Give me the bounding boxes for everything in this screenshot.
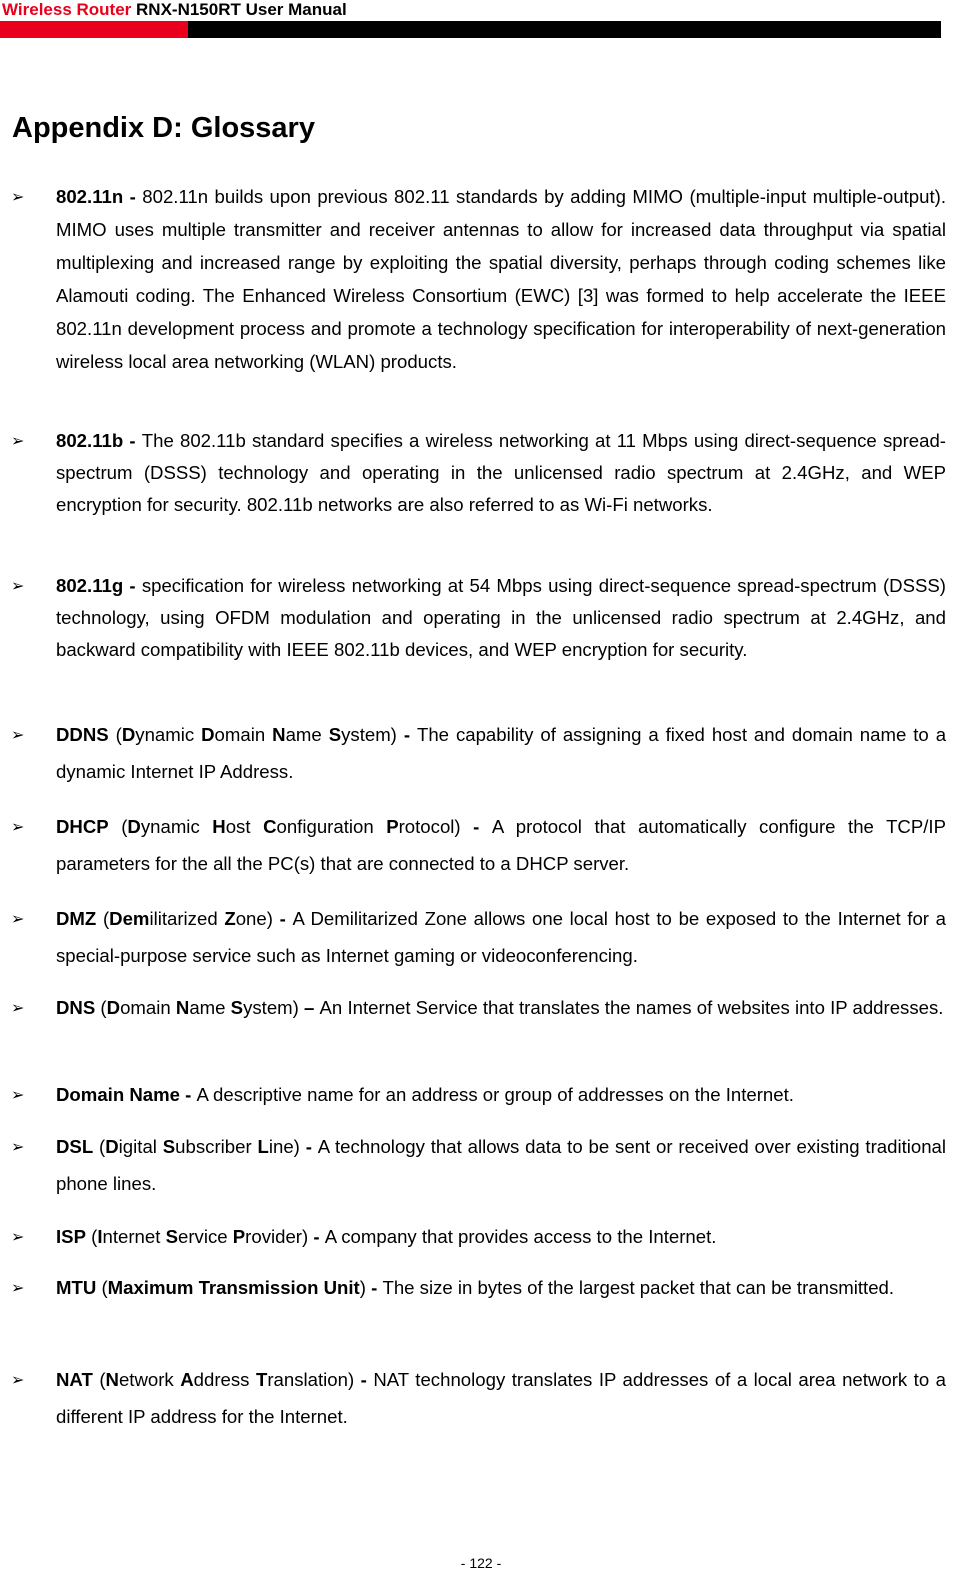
term-bold-text: DMZ <box>56 908 97 929</box>
definition-text: specification for wireless networking at 54 Mbps using direct-sequence spread-spectrum (DSSS) technology, using OFDM modulation and operating in the unlicensed radio spectrum at 2.4GHz, and backward compatibility with IEEE 802.11b devices, and WEP encryption for security. <box>56 575 946 660</box>
definition-text: ilitarized <box>149 908 225 929</box>
glossary-entry <box>11 900 946 974</box>
term-bold-text: S <box>328 724 342 745</box>
term-bold-text: - <box>305 1136 318 1157</box>
definition-text: The size in bytes of the largest packet that can be transmitted. <box>382 1277 895 1298</box>
arrow-bullet-icon: ➢ <box>11 817 25 836</box>
term-bold-text: - <box>403 724 417 745</box>
definition-text: nternet <box>102 1226 166 1247</box>
glossary-entry-text <box>56 1128 946 1202</box>
term-bold-text: Domain Name - <box>56 1084 197 1105</box>
term-bold-text: ISP <box>56 1226 86 1247</box>
arrow-bullet-icon: ➢ <box>11 187 25 206</box>
term-bold-text: S <box>230 997 244 1018</box>
definition-text: ame <box>285 724 329 745</box>
term-bold-text: T <box>255 1369 268 1390</box>
term-bold-text: L <box>257 1136 269 1157</box>
definition-text: ( <box>92 1369 106 1390</box>
glossary-entry <box>11 1128 947 1202</box>
glossary-entry-text <box>56 570 946 666</box>
glossary-entry-text <box>56 425 946 521</box>
term-bold-text: NAT <box>56 1369 93 1390</box>
glossary-entry <box>11 1361 947 1435</box>
glossary-entry <box>11 808 946 882</box>
definition-text: ( <box>95 997 107 1018</box>
term-bold-text: Z <box>224 908 236 929</box>
glossary-entry-text <box>56 180 946 378</box>
term-bold-text: N <box>105 1369 119 1390</box>
term-bold-text: – <box>304 997 320 1018</box>
definition-text: ine) <box>268 1136 306 1157</box>
glossary-entry <box>11 1218 946 1255</box>
arrow-bullet-icon: ➢ <box>11 1278 25 1297</box>
term-bold-text: DSL <box>56 1136 94 1157</box>
arrow-bullet-icon: ➢ <box>11 576 25 595</box>
definition-text: ervice <box>177 1226 233 1247</box>
header-bar-red <box>0 21 188 38</box>
header-title-manual: RNX-N150RT User Manual <box>136 0 347 19</box>
term-bold-text: Maximum Transmission Unit <box>107 1277 360 1298</box>
term-bold-text: - <box>313 1226 325 1247</box>
definition-text: A descriptive name for an address or group of addresses on the Internet. <box>196 1084 794 1105</box>
definition-text: A technology that allows data to be sent or received over existing traditional phone lines. <box>56 1136 947 1194</box>
glossary-entry <box>11 425 946 521</box>
definition-text: ddress <box>193 1369 256 1390</box>
term-bold-text: DDNS <box>56 724 109 745</box>
definition-text: omain <box>120 997 176 1018</box>
term-bold-text: MTU <box>56 1277 97 1298</box>
glossary-entry <box>11 570 946 666</box>
term-bold-text: P <box>232 1226 246 1247</box>
glossary-entry <box>11 716 947 790</box>
term-bold-text: DNS <box>56 997 96 1018</box>
definition-text: rovider) <box>245 1226 314 1247</box>
arrow-bullet-icon: ➢ <box>11 431 25 450</box>
header-title <box>2 0 347 20</box>
definition-text: An Internet Service that translates the names of websites into IP addresses. <box>319 997 944 1018</box>
arrow-bullet-icon: ➢ <box>11 1137 25 1156</box>
glossary-entry <box>11 1076 946 1113</box>
definition-text: rotocol) <box>398 816 474 837</box>
term-bold-text: D <box>106 997 121 1018</box>
arrow-bullet-icon: ➢ <box>11 725 25 744</box>
definition-text: A protocol that automatically configure the TCP/IP parameters for the all the PC(s) that are connected to a DHCP server. <box>56 816 946 874</box>
definition-text: ) <box>359 1277 372 1298</box>
definition-text: ystem) <box>341 724 404 745</box>
term-bold-text: - <box>279 908 293 929</box>
glossary-entry-text <box>56 1076 946 1113</box>
definition-text: A company that provides access to the Internet. <box>324 1226 717 1247</box>
term-bold-text: C <box>263 816 277 837</box>
term-bold-text: N <box>175 997 190 1018</box>
page-title: Appendix D: Glossary <box>12 112 315 144</box>
definition-text: ( <box>85 1226 98 1247</box>
term-bold-text: D <box>105 1136 119 1157</box>
term-bold-text: 802.11n - <box>56 186 143 207</box>
definition-text: ( <box>93 1136 106 1157</box>
term-bold-text: S <box>165 1226 178 1247</box>
term-bold-text: I <box>97 1226 103 1247</box>
glossary-entry-text <box>56 1218 946 1255</box>
definition-text: NAT technology translates IP addresses of a local area network to a different IP address for the Internet. <box>56 1369 947 1427</box>
definition-text: The 802.11b standard specifies a wireless networking at 11 Mbps using direct-sequence spread-spectrum (DSSS) technology and operating in the unlicensed radio spectrum at 2.4GHz, and WEP encryption for security. 802.11b networks are also referred to as Wi-Fi networks. <box>56 430 946 515</box>
arrow-bullet-icon: ➢ <box>11 1227 25 1246</box>
definition-text: A Demilitarized Zone allows one local host to be exposed to the Internet for a special-purpose service such as Internet gaming or videoconferencing. <box>56 908 946 966</box>
header-title-brand: Wireless Router <box>2 0 132 19</box>
term-bold-text: - <box>371 1277 383 1298</box>
arrow-bullet-icon: ➢ <box>11 1370 25 1389</box>
definition-text: ame <box>189 997 231 1018</box>
term-bold-text: Dem <box>109 908 150 929</box>
definition-text: ubscriber <box>175 1136 258 1157</box>
definition-text: omain <box>214 724 273 745</box>
definition-text: ost <box>225 816 264 837</box>
definition-text: ystem) <box>243 997 305 1018</box>
page-number: - 122 - <box>460 1555 502 1571</box>
definition-text: ynamic <box>135 724 202 745</box>
term-bold-text: H <box>212 816 226 837</box>
definition-text: igital <box>118 1136 163 1157</box>
glossary-entry-text <box>56 716 946 790</box>
definition-text: onfiguration <box>276 816 387 837</box>
term-bold-text: A <box>180 1369 194 1390</box>
definition-text: ynamic <box>140 816 213 837</box>
arrow-bullet-icon: ➢ <box>11 998 25 1017</box>
definition-text: ( <box>96 908 110 929</box>
term-bold-text: D <box>121 724 136 745</box>
glossary-entry <box>11 1269 946 1306</box>
term-bold-text: D <box>201 724 215 745</box>
glossary-entry-text <box>56 989 946 1026</box>
glossary-entry <box>11 180 946 378</box>
definition-text: ranslation) <box>267 1369 361 1390</box>
term-bold-text: 802.11g - <box>56 575 142 596</box>
term-bold-text: - <box>360 1369 374 1390</box>
definition-text: ( <box>96 1277 108 1298</box>
glossary-entry-text <box>56 900 946 974</box>
term-bold-text: S <box>162 1136 176 1157</box>
definition-text: one) <box>235 908 280 929</box>
term-bold-text: DHCP <box>56 816 109 837</box>
term-bold-text: N <box>272 724 286 745</box>
glossary-entry-text <box>56 1269 946 1306</box>
glossary-entry-text <box>56 808 946 882</box>
definition-text: etwork <box>118 1369 181 1390</box>
term-bold-text: D <box>127 816 141 837</box>
glossary-entry-text <box>56 1361 946 1435</box>
definition-text: ( <box>108 724 122 745</box>
glossary-entry <box>11 989 946 1026</box>
definition-text: 802.11n builds upon previous 802.11 standards by adding MIMO (multiple-input multiple-output). MIMO uses multiple transmitter and receiver antennas to allow for increased data throughput via spatial multiplexing and increased range by exploiting the spatial diversity, perhaps through coding schemes like Alamouti coding. The Enhanced Wireless Consortium (EWC) [3] was formed to help accelerate the IEEE 802.11n development process and promote a technology specification for interoperability of next-generation wireless local area networking (WLAN) products. <box>56 186 946 372</box>
term-bold-text: P <box>386 816 399 837</box>
term-bold-text: - <box>473 816 492 837</box>
term-bold-text: 802.11b - <box>56 430 142 451</box>
definition-text: ( <box>108 816 128 837</box>
arrow-bullet-icon: ➢ <box>11 1085 25 1104</box>
definition-text: The capability of assigning a fixed host and domain name to a dynamic Internet IP Address. <box>56 724 947 782</box>
header-bar-black <box>188 21 941 38</box>
arrow-bullet-icon: ➢ <box>11 909 25 928</box>
